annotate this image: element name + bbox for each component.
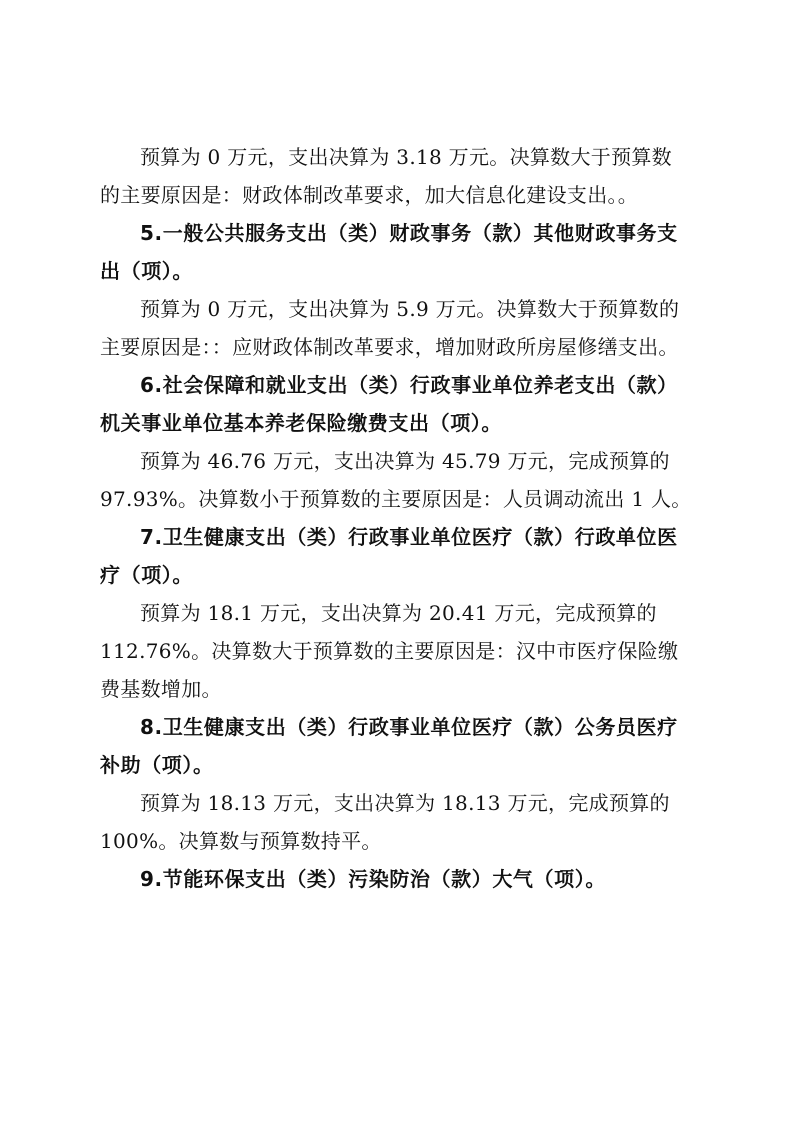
paragraph-line: 的主要原因是：财政体制改革要求，加大信息化建设支出。。 [100,183,639,207]
paragraph-line: 97.93%。决算数小于预算数的主要原因是：人员调动流出 1 人。 [100,487,692,511]
paragraph-line: 预算为 18.1 万元，支出决算为 20.41 万元，完成预算的 [140,601,657,625]
paragraph-line: 100%。决算数与预算数持平。 [100,829,382,853]
paragraph-line: 预算为 18.13 万元，支出决算为 18.13 万元，完成预算的 [140,791,670,815]
section-heading-line: 6.社会保障和就业支出（类）行政事业单位养老支出（款） [140,373,678,397]
paragraph-line: 主要原因是：：应财政体制改革要求，增加财政所房屋修缮支出。 [100,335,679,359]
paragraph-line: 预算为 46.76 万元，支出决算为 45.79 万元，完成预算的 [140,449,670,473]
paragraph-line: 112.76%。决算数大于预算数的主要原因是：汉中市医疗保险缴 [100,639,679,663]
section-heading-line: 补助（项）。 [100,753,214,777]
paragraph-line: 费基数增加。 [100,677,222,701]
paragraph-line: 预算为 0 万元，支出决算为 3.18 万元。决算数大于预算数 [140,145,672,169]
paragraph-line: 预算为 0 万元，支出决算为 5.9 万元。决算数大于预算数的 [140,297,680,321]
section-heading-line: 出（项）。 [100,259,193,283]
section-heading-line: 9.节能环保支出（类）污染防治（款）大气（项）。 [140,867,606,891]
section-heading-line: 机关事业单位基本养老保险缴费支出（项）。 [100,411,502,435]
section-heading-line: 疗（项）。 [100,563,193,587]
section-heading-line: 7.卫生健康支出（类）行政事业单位医疗（款）行政单位医 [140,525,678,549]
section-heading-line: 5.一般公共服务支出（类）财政事务（款）其他财政事务支 [140,221,678,245]
document-body [100,138,700,898]
section-heading-line: 8.卫生健康支出（类）行政事业单位医疗（款）公务员医疗 [140,715,678,739]
